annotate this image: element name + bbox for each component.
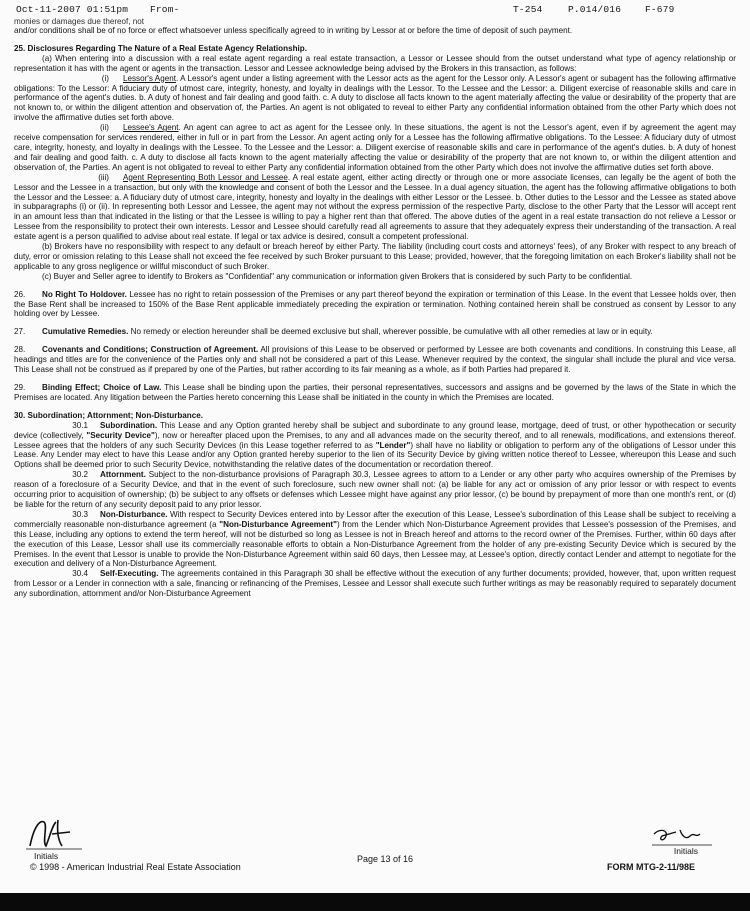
section-25-ii-text: . An agent can agree to act as agent for the Lessee only. In these situations, the agent is not the Lessor's agent, even if by agreement the agent may receive compensation for services rendered, either in full or in part from the Lessor. An agent acting only for a Lessee has the following affirmative obligations. To the Lessee: A fiduciary duty of utmost care, integrity, honesty, and loyalty in dealings with the Lessee. To the Lessee and the Lessor: a. Diligent exercise of reasonable skills and care in performance of the agent's duties. b. A duty of honest and fair dealing and good faith. c. A duty to disclose all facts known to the agent materially affecting the value or desirability of the property that are not known to, or within the diligent attention and observation of, the Parties. An agent is not obligated to reveal to either Party any confidential information obtained from the other Party which does not involve the affirmative duties set forth above. (14, 123, 736, 172)
section-25-ii-title: Lessee's Agent (123, 123, 179, 133)
section-25-i-text: . A Lessor's agent under a listing agreement with the Lessor acts as the agent for the Lessor only. A Lessor's agent or subagent has the following affirmative obligations: To the Lessor: A fiduciary duty of utmost care, integrity, honesty, and loyalty in dealings with the Lessor. To the Lessee and the Lessor: a. Diligent exercise of reasonable skills and care in performance of the agent's duties. b. A duty of honest and fair dealing and good faith. c. A duty to disclose all facts known to the agent materially affecting the value or desirability of the property that are not known to, or within the diligent attention and observation of, the Parties. An agent is not obligated to reveal to either Party any confidential information obtained from the other Party which does not involve the affirmative duties set forth above. (14, 73, 736, 123)
footer-page-number: Page 13 of 16 (357, 854, 414, 864)
section-25-iii-label: (iii) (98, 172, 109, 182)
section-29 (14, 383, 736, 403)
section-28-text: All provisions of this Lease to be observed or performed by Lessee are both covenants and conditions. In construing this Lease, all headings and titles are for the convenience of the Parties only and shall not be considered a part of this Lease. Whenever required by the context, the singular shall include the plural and vice versa. This Lease shall not be construed as if prepared by one of the Parties, but rather according to its fair meaning as a whole, as if both Parties had prepared it. (14, 345, 736, 375)
document-body (14, 17, 736, 599)
cut-off-line: monies or damages due thereof, not (14, 17, 145, 26)
section-30-title: 30. Subordination; Attornment; Non-Disturbance. (14, 410, 204, 420)
section-26-title: No Right To Holdover. (42, 289, 127, 299)
section-25-iii-text: . A real estate agent, either acting directly or through one or more associate licenses, can legally be the agent of both the Lessor and the Lessee in a transaction, but only with the knowledge and consent of both the Lessor and the Lessee. In a dual agency situation, the agent has the following affirmative obligations to both the Lessor and the Lessee: a. A fiduciary duty of utmost care, integrity, honesty and loyalty in the dealings with either Lessor or the Lessee. b. Other duties to the Lessor and the Lessee as stated above in subparagraphs (i) or (ii). In representing both Lessor and Lessee, the agent may not without the express permission of the respective Party, disclose to the other Party that the Lessor will accept rent in an amount less than that indicated in the listing or that the Lessee is willing to pay a higher rent than that offered. The above duties of the agent in a real estate transaction do not relieve a Lessor or Lessee from the responsibility to protect their own interests. Lessor and Lessee should carefully read all agreements to assure that they adequately express their understanding of the transaction. A real estate agent is a person qualified to advise about real estate. If legal or tax advice is desired, consult a competent professional. (14, 172, 736, 242)
section-30-3 (14, 510, 736, 569)
section-30-1-text-a: This Lease and any Option granted hereby shall be subject and subordinate to any ground lease, mortgage, deed of trust, or other hypothecation or security device (collectively, (14, 420, 736, 440)
section-27 (14, 327, 736, 337)
section-25-iii-title: Agent Representing Both Lessor and Lessee (123, 172, 288, 182)
fax-from: From- (150, 4, 180, 15)
section-26-number: 26. (14, 289, 26, 299)
section-27-number: 27. (14, 327, 26, 337)
section-30-1-text-c: ) shall have no liability or obligation to perform any of the obligations of Lessor under this Lease. Any Lender may elect to have this Lease and/or any Option granted hereby superior to the lien of its Security Device by giving written notice thereof to Lessee, whereupon this Lease and such Options shall be deemed prior to such Security Device, notwithstanding the relative dates of the documentation or recordation thereof. (14, 440, 736, 470)
section-26-text: Lessee has no right to retain possession of the Premises or any part thereof beyond the expiration or termination of this Lease. In the event that Lessee holds over, then the Base Rent shall be increased to 150% of the Base Rent applicable immediately preceding the expiration or termination. Nothing contained herein shall be construed as consent by Lessor to any holding over by Lessee. (14, 289, 736, 319)
section-30-1-title: Subordination. (100, 420, 158, 430)
fax-page: P.014/016 (568, 4, 622, 15)
initials-right-label: Initials (673, 846, 698, 856)
section-30-1-text-b: ), now or hereafter placed upon the Premises, to any and all advances made on the security thereof, and to all renewals, modifications, and extensions thereof. Lessee agrees that the holders of any such Security Devices (in this Lease together referred to as (14, 430, 736, 450)
section-30-3-number: 30.3 (72, 509, 88, 519)
section-30-1 (14, 421, 736, 471)
section-28-title: Covenants and Conditions; Construction of Agreement. (42, 345, 259, 355)
handwritten-initials-left (24, 816, 84, 850)
section-25-c: (c) Buyer and Seller agree to identify to Brokers as "Confidential" any communication or information given Brokers that is considered by such Party to be confidential. (42, 271, 633, 281)
section-29-title: Binding Effect; Choice of Law. (42, 383, 162, 392)
section-30-4-number: 30.4 (72, 569, 88, 579)
section-30-3-text-b: ) from the Lender which Non-Disturbance Agreement provides that Lessee's possession of the Premises, and this Lease, including any options to extend the term hereof, will not be disturbed so long as Lessee is not in Breach hereof and attorns to the record owner of the Premises. Further, within 60 days after the execution of this Lease, Lessor shall use its commercially reasonable efforts to obtain a Non-Disturbance Agreement from the holder of any pre-existing Security Device which is secured by the Premises. In the event that Lessor is unable to provide the Non-Disturbance Agreement within said 60 days, then Lessee may, at Lessee's option, directly contact Lender and attempt to negotiate for the execution and delivery of a Non-Disturbance Agreement. (14, 519, 736, 569)
scan-edge-band (0, 893, 750, 911)
section-25-i-label: (i) (101, 73, 109, 83)
section-29-text: This Lease shall be binding upon the parties, their personal representatives, successors and assigns and be governed by the laws of the State in which the Premises are located. Any litigation between the Parties hereto concerning this Lease shall be initiated in the county in which the Premises are located. (14, 383, 736, 402)
section-30-2-text: Subject to the non-disturbance provisions of Paragraph 30.3, Lessee agrees to attorn to a Lender or any other party who acquires ownership of the Premises by reason of a foreclosure of a Security Device, and that in the event of such foreclosure, such new owner shall not: (a) be liable for any act or omission of any prior lessor or with respect to events occurring prior to acquisition of ownership; (b) be subject to any offsets or defenses which Lessee might have against any prior lessor, (c) be bound by prepayment of more than one month's rent, or (d) be liable for the return of any security deposit paid to any prior lessor. (14, 470, 736, 509)
fax-header (0, 4, 750, 18)
section-25-title: 25. Disclosures Regarding The Nature of a Real Estate Agency Relationship. (14, 43, 307, 53)
section-27-title: Cumulative Remedies. (42, 327, 129, 337)
fax-code: T-254 (513, 4, 543, 15)
section-25-i-title: Lessor's Agent (123, 73, 176, 83)
section-25-ii-label: (ii) (100, 123, 109, 133)
section-28 (14, 345, 736, 375)
section-30-2-number: 30.2 (72, 470, 88, 480)
section-30-1-term-lender: "Lender" (375, 440, 411, 450)
section-30-1-number: 30.1 (72, 420, 88, 430)
section-30-2-title: Attornment. (100, 470, 146, 480)
footer-form-number: FORM MTG-2-11/98E (607, 862, 696, 872)
section-30-3-term-non-disturbance: "Non-Disturbance Agreement" (219, 519, 337, 529)
section-30-4 (14, 569, 736, 599)
section-30-3-text-a: With respect to Security Devices entered into by Lessor after the execution of this Lease, Lessee's subordination of this Lease shall be subject to receiving a commercially reasonable non-disturbance agreement (a (14, 509, 736, 529)
footer-copyright: © 1998 - American Industrial Real Estate Association (30, 862, 241, 872)
section-30-4-title: Self-Executing. (100, 569, 159, 579)
section-27-text: No remedy or election hereunder shall be deemed exclusive but shall, wherever possible, be cumulative with all other remedies at law or in equity. (128, 327, 653, 337)
section-30-1-term-security-device: "Security Device" (86, 430, 155, 440)
section-25-ii (14, 123, 736, 173)
section-28-number: 28. (14, 345, 26, 355)
section-25-i (14, 74, 736, 124)
section-30-3-title: Non-Disturbance. (100, 509, 168, 519)
section-25-b: (b) Brokers have no responsibility with respect to any default or breach hereof by either Party. The liability (including court costs and attorneys' fees), of any Broker with respect to any breach of duty, error or omission relating to this Lease shall not exceed the fee received by such Broker pursuant to this Lease; provided, however, that the foregoing limitation on each Broker's liability shall not be applicable to any gross negligence or willful misconduct of such Broker. (14, 242, 736, 271)
section-30-2 (14, 470, 736, 510)
section-26 (14, 290, 736, 320)
fax-datetime: Oct-11-2007 01:51pm (16, 4, 129, 15)
section-25-iii (14, 173, 736, 242)
section-25-a: (a) When entering into a discussion with a real estate agent regarding a real estate transaction, a Lessor or Lessee should from the outset understand what type of agency relationship or representation it has with the agent or agents in the transaction. Lessor and Lessee acknowledge being advised by the Brokers in this transaction, as follows: (14, 53, 736, 73)
fax-form: F-679 (645, 4, 675, 15)
initials-left-label: Initials (34, 851, 59, 861)
section-29-number: 29. (14, 383, 26, 392)
continuation-line: and/or conditions shall be of no force or effect whatsoever unless specifically agreed to in writing by Lessor at or before the time of deposit of such payment. (14, 26, 573, 35)
section-30-4-text: The agreements contained in this Paragraph 30 shall be effective without the execution of any further documents; provided, however, that, upon written request from Lessor or a Lender in connection with a sale, financing or refinancing of the Premises, Lessee and Lessor shall execute such further writings as may be reasonably required to separately document any subordination, attornment and/or Non-Disturbance Agreement (14, 569, 736, 599)
